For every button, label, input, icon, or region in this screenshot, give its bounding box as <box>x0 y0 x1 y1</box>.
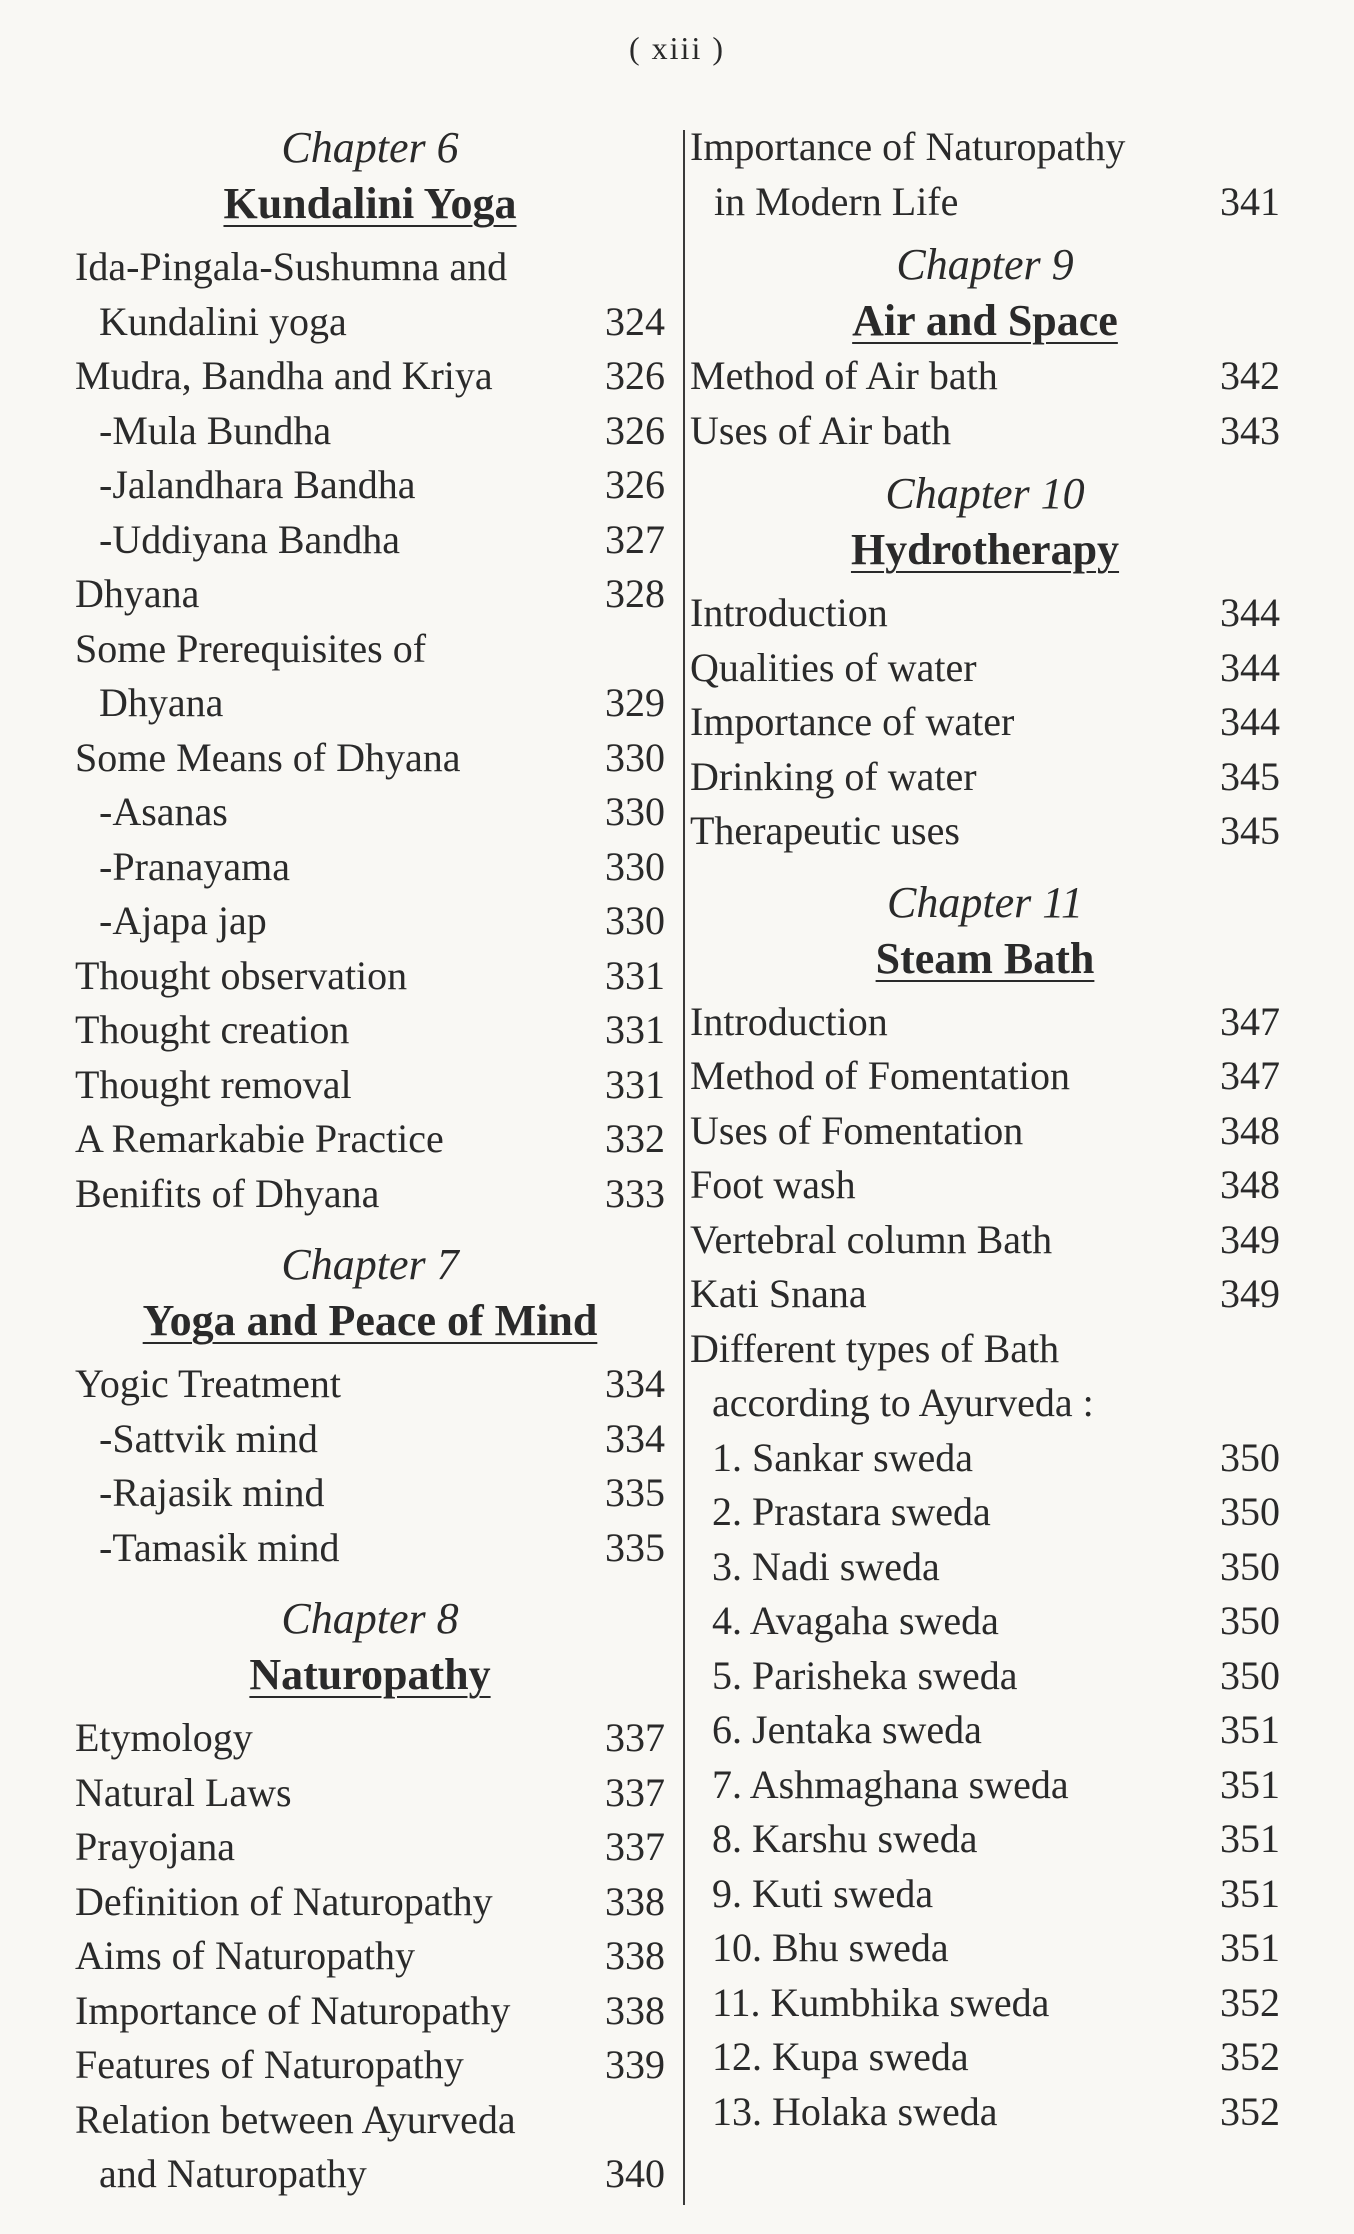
toc-entry <box>75 676 665 731</box>
toc-entry-title: Kundalini yoga <box>99 298 347 344</box>
toc-entry-title: Relation between Ayurveda <box>75 2096 516 2142</box>
toc-entry-page: 352 <box>1220 1979 1280 2025</box>
toc-entry <box>75 295 665 350</box>
toc-entry-page: 341 <box>1220 178 1280 224</box>
toc-entry <box>690 1322 1280 1377</box>
toc-entry-page: 350 <box>1220 1652 1280 1698</box>
toc-entry <box>690 1213 1280 1268</box>
toc-entry-title: 3. Nadi sweda <box>712 1543 940 1589</box>
toc-entry <box>75 1766 665 1821</box>
toc-entry-title: Different types of Bath <box>690 1325 1060 1371</box>
toc-entry-title: 2. Prastara sweda <box>712 1489 991 1534</box>
toc-entry-title: Qualities of water <box>690 644 977 690</box>
toc-entry-page: 330 <box>605 843 665 889</box>
toc-entry-title: Natural Laws <box>75 1769 292 1815</box>
toc-entry-title: -Uddiyana Bandha <box>99 516 401 562</box>
chapter-title: Kundalini Yoga <box>223 179 517 228</box>
chapter-9-entries <box>690 349 1280 458</box>
column-divider <box>683 130 685 2205</box>
toc-entry-page: 338 <box>605 1933 665 1978</box>
toc-entry <box>75 2038 665 2093</box>
toc-entry-title: Vertebral column Bath <box>690 1216 1053 1262</box>
toc-entry <box>75 2093 665 2148</box>
toc-entry <box>75 622 665 677</box>
toc-entry-title: 5. Parisheka sweda <box>712 1652 1018 1698</box>
toc-entry <box>690 1158 1280 1213</box>
toc-entry <box>690 2030 1280 2085</box>
toc-entry-title: 13. Holaka sweda <box>712 2088 998 2134</box>
toc-entry-title: Therapeutic uses <box>690 808 960 853</box>
chapter-label: Chapter 8 <box>281 1594 459 1643</box>
toc-entry <box>690 1376 1280 1431</box>
toc-entry-page: 349 <box>1220 1271 1280 1316</box>
chapter-label: Chapter 7 <box>281 1240 459 1289</box>
toc-entry <box>690 1267 1280 1322</box>
toc-entry <box>75 2147 665 2202</box>
toc-entry-title: Mudra, Bandha and Kriya <box>75 353 493 398</box>
toc-entry-page: 344 <box>1220 699 1280 744</box>
toc-entry-title: Method of Air bath <box>690 353 998 398</box>
toc-entry-title: 4. Avagaha sweda <box>712 1598 999 1643</box>
toc-entry-page: 331 <box>605 1061 665 1107</box>
toc-entry <box>75 513 665 568</box>
toc-entry-page: 335 <box>605 1470 665 1515</box>
toc-entry <box>75 1112 665 1167</box>
toc-entry <box>75 1058 665 1113</box>
chapter-label: Chapter 6 <box>281 123 459 172</box>
toc-entry <box>75 894 665 949</box>
toc-entry <box>690 1485 1280 1540</box>
toc-entry-page: 334 <box>605 1415 665 1461</box>
toc-entry-title: 9. Kuti sweda <box>712 1870 934 1916</box>
toc-entry <box>690 1921 1280 1976</box>
toc-entry <box>75 840 665 895</box>
toc-entry <box>75 1412 665 1467</box>
toc-entry <box>75 240 665 295</box>
toc-entry <box>690 1703 1280 1758</box>
toc-entry-title: Thought removal <box>75 1061 352 1107</box>
toc-entry-page: 328 <box>605 571 665 616</box>
chapter-10-entries <box>690 586 1280 859</box>
toc-entry <box>690 175 1280 230</box>
toc-entry <box>75 1929 665 1984</box>
toc-entry-page: 347 <box>1220 998 1280 1044</box>
toc-entry <box>690 1812 1280 1867</box>
toc-entry-page: 348 <box>1220 1162 1280 1207</box>
chapter-6-heading <box>75 120 665 232</box>
toc-entry-title: Introduction <box>690 590 888 635</box>
toc-entry-page: 350 <box>1220 1489 1280 1534</box>
toc-entry <box>690 1049 1280 1104</box>
chapter-title: Yoga and Peace of Mind <box>142 1296 598 1345</box>
chapter-8-continued-entries <box>690 120 1280 229</box>
toc-entry-title: -Rajasik mind <box>99 1470 325 1515</box>
chapter-label: Chapter 9 <box>896 240 1074 289</box>
toc-entry <box>690 1867 1280 1922</box>
chapter-title: Hydrotherapy <box>850 525 1120 574</box>
toc-entry-title: in Modern Life <box>714 178 959 224</box>
toc-entry <box>75 1466 665 1521</box>
chapter-title: Air and Space <box>852 296 1118 345</box>
toc-entry-title: -Sattvik mind <box>99 1415 318 1461</box>
toc-entry <box>690 1104 1280 1159</box>
toc-entry-page: 344 <box>1220 590 1280 635</box>
toc-entry-page: 324 <box>605 298 665 344</box>
toc-entry <box>75 731 665 786</box>
toc-left-column <box>75 120 665 2202</box>
toc-entry-title: according to Ayurveda : <box>712 1380 1094 1425</box>
toc-entry <box>75 1003 665 1058</box>
toc-entry-page: 352 <box>1220 2034 1280 2079</box>
toc-entry-title: Importance of Naturopathy <box>690 124 1126 169</box>
toc-entry-title: 8. Karshu sweda <box>712 1816 978 1861</box>
toc-entry-page: 330 <box>605 789 665 834</box>
toc-entry <box>690 1758 1280 1813</box>
toc-entry <box>690 995 1280 1050</box>
toc-entry-page: 338 <box>605 1987 665 2033</box>
toc-entry <box>75 1984 665 2039</box>
toc-entry <box>75 404 665 459</box>
toc-entry-page: 326 <box>605 353 665 398</box>
toc-entry-title: Features of Naturopathy <box>75 2042 464 2087</box>
toc-entry-title: 7. Ashmaghana sweda <box>712 1761 1069 1807</box>
toc-entry-page: 329 <box>605 680 665 725</box>
toc-entry-page: 351 <box>1220 1925 1280 1970</box>
toc-entry-title: 10. Bhu sweda <box>712 1925 949 1970</box>
toc-entry-title: Dhyana <box>75 571 200 616</box>
toc-entry-title: Definition of Naturopathy <box>75 1878 493 1924</box>
toc-entry-page: 347 <box>1220 1053 1280 1098</box>
toc-entry-title: Uses of Air bath <box>690 407 952 453</box>
toc-entry-title: -Mula Bundha <box>99 407 332 453</box>
toc-entry-title: Prayojana <box>75 1824 235 1869</box>
toc-entry-page: 326 <box>605 462 665 507</box>
toc-entry-page: 343 <box>1220 407 1280 453</box>
toc-entry-page: 333 <box>605 1170 665 1216</box>
chapter-11-entries <box>690 995 1280 2140</box>
toc-entry <box>75 1521 665 1576</box>
toc-entry-page: 334 <box>605 1361 665 1406</box>
toc-entry-page: 344 <box>1220 644 1280 690</box>
toc-entry-page: 349 <box>1220 1216 1280 1262</box>
toc-entry-title: Method of Fomentation <box>690 1053 1070 1098</box>
chapter-title: Naturopathy <box>249 1650 491 1699</box>
toc-entry-title: Importance of water <box>690 699 1015 744</box>
toc-entry-title: Benifits of Dhyana <box>75 1170 380 1216</box>
toc-entry-title: Some Means of Dhyana <box>75 734 461 780</box>
toc-entry-title: Dhyana <box>99 680 224 725</box>
toc-entry-title: -Ajapa jap <box>99 898 267 943</box>
toc-entry <box>75 567 665 622</box>
chapter-11-heading <box>690 875 1280 987</box>
toc-entry <box>75 1875 665 1930</box>
toc-entry-page: 338 <box>605 1878 665 1924</box>
toc-entry-title: 11. Kumbhika sweda <box>712 1979 1050 2025</box>
chapter-9-heading <box>690 237 1280 349</box>
toc-entry-title: Etymology <box>75 1715 253 1760</box>
toc-entry <box>690 586 1280 641</box>
toc-entry-title: 1. Sankar sweda <box>712 1434 974 1480</box>
toc-entry-title: Importance of Naturopathy <box>75 1987 511 2033</box>
chapter-10-heading <box>690 466 1280 578</box>
toc-entry-title: Foot wash <box>690 1162 856 1207</box>
toc-entry-title: 12. Kupa sweda <box>712 2034 969 2079</box>
toc-entry-page: 326 <box>605 407 665 453</box>
toc-right-column <box>690 120 1280 2139</box>
toc-entry-page: 340 <box>605 2151 665 2196</box>
toc-entry-page: 330 <box>605 734 665 780</box>
toc-entry-title: A Remarkabie Practice <box>75 1116 444 1161</box>
toc-entry-title: -Tamasik mind <box>99 1524 340 1570</box>
toc-entry-page: 345 <box>1220 808 1280 853</box>
toc-entry-title: and Naturopathy <box>99 2151 367 2196</box>
toc-entry-title: Introduction <box>690 998 888 1044</box>
toc-entry <box>690 120 1280 175</box>
toc-entry <box>690 349 1280 404</box>
page-number: ( xiii ) <box>629 30 725 66</box>
chapter-8-heading <box>75 1591 665 1703</box>
toc-entry-title: -Asanas <box>99 789 228 834</box>
toc-entry-page: 331 <box>605 952 665 998</box>
toc-entry-page: 332 <box>605 1116 665 1161</box>
toc-entry-page: 351 <box>1220 1870 1280 1916</box>
toc-entry-page: 330 <box>605 898 665 943</box>
toc-entry <box>690 2085 1280 2140</box>
toc-entry <box>690 1594 1280 1649</box>
toc-entry-page: 352 <box>1220 2088 1280 2134</box>
toc-entry-page: 335 <box>605 1524 665 1570</box>
toc-entry <box>690 750 1280 805</box>
chapter-8-entries <box>75 1711 665 2202</box>
chapter-6-entries <box>75 240 665 1221</box>
toc-entry-title: Aims of Naturopathy <box>75 1933 415 1978</box>
toc-entry-title: Uses of Fomentation <box>690 1107 1024 1153</box>
toc-entry-title: Yogic Treatment <box>75 1361 341 1406</box>
toc-entry <box>690 1540 1280 1595</box>
toc-entry-page: 351 <box>1220 1761 1280 1807</box>
toc-entry <box>690 1431 1280 1486</box>
toc-entry-page: 350 <box>1220 1434 1280 1480</box>
toc-entry <box>690 1649 1280 1704</box>
toc-entry <box>690 695 1280 750</box>
toc-entry <box>690 804 1280 859</box>
toc-entry <box>75 785 665 840</box>
toc-entry <box>75 1820 665 1875</box>
toc-entry-page: 350 <box>1220 1543 1280 1589</box>
toc-entry-page: 342 <box>1220 353 1280 398</box>
toc-entry-title: -Pranayama <box>99 843 291 889</box>
toc-entry-page: 350 <box>1220 1598 1280 1643</box>
toc-entry-page: 345 <box>1220 753 1280 799</box>
chapter-label: Chapter 10 <box>885 469 1085 518</box>
chapter-title: Steam Bath <box>875 933 1095 983</box>
toc-entry <box>75 458 665 513</box>
toc-entry-title: 6. Jentaka sweda <box>712 1707 982 1752</box>
toc-entry-title: Kati Snana <box>690 1271 867 1316</box>
toc-entry-page: 339 <box>605 2042 665 2087</box>
toc-entry-page: 351 <box>1220 1707 1280 1752</box>
toc-entry <box>690 1976 1280 2031</box>
toc-entry-title: Some Prerequisites of <box>75 625 427 671</box>
toc-entry <box>75 1167 665 1222</box>
toc-entry <box>690 641 1280 696</box>
toc-entry-title: Thought creation <box>75 1007 350 1052</box>
toc-entry-title: Drinking of water <box>690 753 977 799</box>
toc-entry-page: 351 <box>1220 1816 1280 1861</box>
toc-entry-title: Thought observation <box>75 952 408 998</box>
toc-entry <box>75 349 665 404</box>
toc-entry-title: Ida-Pingala-Sushumna and <box>75 244 508 289</box>
toc-entry-title: -Jalandhara Bandha <box>99 462 416 507</box>
toc-entry-page: 331 <box>605 1007 665 1052</box>
chapter-label: Chapter 11 <box>887 877 1083 927</box>
chapter-7-entries <box>75 1357 665 1575</box>
toc-entry <box>75 949 665 1004</box>
toc-entry <box>690 404 1280 459</box>
toc-entry-page: 327 <box>605 516 665 562</box>
toc-entry-page: 337 <box>605 1824 665 1869</box>
chapter-7-heading <box>75 1237 665 1349</box>
toc-entry-page: 337 <box>605 1769 665 1815</box>
toc-entry <box>75 1357 665 1412</box>
toc-entry-page: 348 <box>1220 1107 1280 1153</box>
toc-entry <box>75 1711 665 1766</box>
toc-entry-page: 337 <box>605 1715 665 1760</box>
